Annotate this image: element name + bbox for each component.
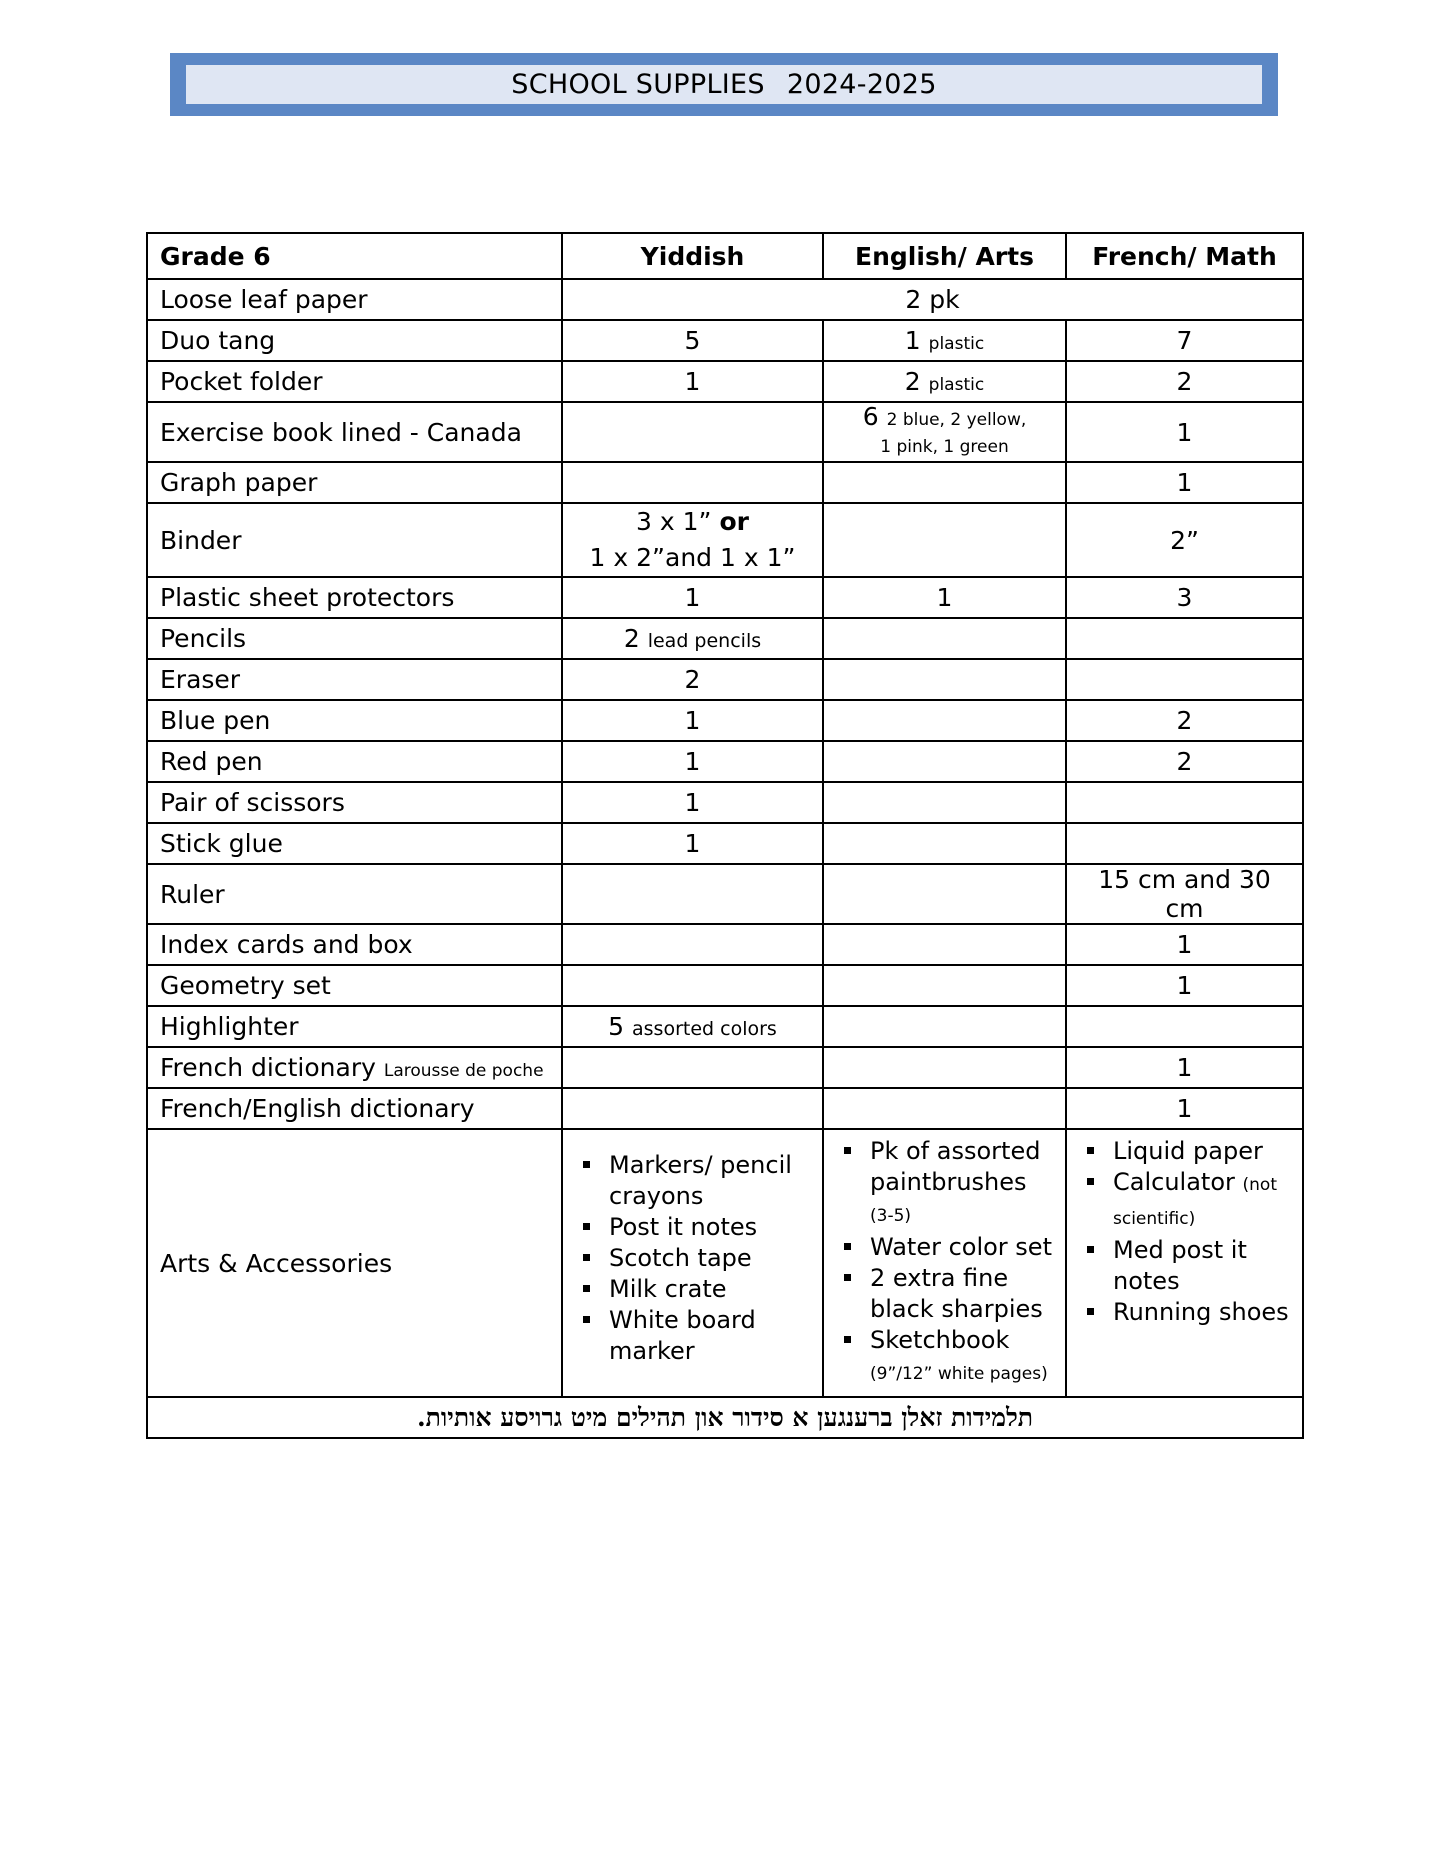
qty-value: 6 (862, 402, 879, 431)
item-name: Duo tang (147, 320, 562, 361)
list-item (836, 1325, 1053, 1390)
qty-yiddish (562, 402, 823, 462)
qty-french: 1 (1066, 402, 1303, 462)
qty-french (1066, 618, 1303, 659)
arts-french (1066, 1129, 1303, 1397)
qty-french: 1 (1066, 1047, 1303, 1088)
table-row (147, 782, 1303, 823)
list-item-text: Pk of assorted paintbrushes (870, 1137, 1041, 1196)
qty-french (1066, 659, 1303, 700)
item-name: Pair of scissors (147, 782, 562, 823)
qty-french: 1 (1066, 924, 1303, 965)
list-item-note: (9”/12” white pages) (870, 1364, 1048, 1384)
qty-english (823, 700, 1066, 741)
qty-french: 3 (1066, 577, 1303, 618)
item-name: Blue pen (147, 700, 562, 741)
header-grade: Grade 6 (147, 233, 562, 279)
qty-yiddish: 1 (562, 361, 823, 402)
footer-note: תלמידות זאלן ברענגען א סידור און תהילים מיט גרויסע אותיות. (147, 1397, 1303, 1438)
qty-value: 1 (904, 326, 921, 355)
list-item-text: Sketchbook (870, 1326, 1010, 1354)
list-item (836, 1136, 1053, 1232)
qty-yiddish (562, 864, 823, 924)
item-name: Pencils (147, 618, 562, 659)
list-item: Markers/ pencil crayons (575, 1150, 810, 1212)
table-row (147, 700, 1303, 741)
list-item: Liquid paper (1079, 1136, 1290, 1167)
table-row (147, 823, 1303, 864)
qty-english (823, 503, 1066, 577)
item-name: Loose leaf paper (147, 279, 562, 320)
qty-english (823, 1006, 1066, 1047)
bullet-list (836, 1136, 1053, 1390)
item-label: French dictionary (160, 1053, 376, 1082)
list-item: 2 extra fine black sharpies (836, 1263, 1053, 1325)
qty-english (823, 1047, 1066, 1088)
item-note: Larousse de poche (383, 1061, 544, 1081)
qty-yiddish (562, 924, 823, 965)
list-item: White board marker (575, 1305, 810, 1367)
list-item: Scotch tape (575, 1243, 810, 1274)
qty-yiddish: 2 (562, 659, 823, 700)
qty-french: 2 (1066, 741, 1303, 782)
qty-value: 2 (904, 367, 921, 396)
qty-french: 2 (1066, 361, 1303, 402)
qty-yiddish: 1 (562, 823, 823, 864)
header-yiddish: Yiddish (562, 233, 823, 279)
item-name: Geometry set (147, 965, 562, 1006)
qty-note: assorted colors (632, 1018, 777, 1040)
table-row (147, 965, 1303, 1006)
table-row (147, 361, 1303, 402)
item-name: Pocket folder (147, 361, 562, 402)
bullet-list (1079, 1136, 1290, 1328)
qty-yiddish (562, 462, 823, 503)
qty-note: plastic (928, 334, 985, 354)
qty-yiddish (562, 1047, 823, 1088)
page-title: SCHOOL SUPPLIES (511, 69, 765, 100)
table-row (147, 577, 1303, 618)
list-item (1079, 1167, 1290, 1235)
qty-french: 7 (1066, 320, 1303, 361)
qty-yiddish (562, 618, 823, 659)
list-item: Milk crate (575, 1274, 810, 1305)
qty-yiddish: 5 (562, 320, 823, 361)
qty-english (823, 320, 1066, 361)
table-row (147, 659, 1303, 700)
table-row (147, 1088, 1303, 1129)
qty-value: 3 x 1” (636, 507, 712, 536)
qty-french: 2 (1066, 700, 1303, 741)
arts-row (147, 1129, 1303, 1397)
qty-french (1066, 823, 1303, 864)
item-name: Eraser (147, 659, 562, 700)
qty-or: or (719, 507, 749, 536)
table-row (147, 320, 1303, 361)
qty-english: 1 (823, 577, 1066, 618)
list-item: Water color set (836, 1232, 1053, 1263)
header-row (147, 233, 1303, 279)
list-item: Post it notes (575, 1212, 810, 1243)
header-english-arts: English/ Arts (823, 233, 1066, 279)
bullet-list (575, 1150, 810, 1367)
header-french-math: French/ Math (1066, 233, 1303, 279)
qty-note: plastic (928, 375, 985, 395)
qty-note: 1 pink, 1 green (880, 437, 1009, 457)
list-item: Running shoes (1079, 1297, 1290, 1328)
qty-english (823, 618, 1066, 659)
qty-note: 2 blue, 2 yellow, (886, 410, 1027, 430)
list-item-note: (3-5) (870, 1206, 912, 1226)
school-year: 2024-2025 (786, 69, 937, 100)
item-name: Arts & Accessories (147, 1129, 562, 1397)
list-item: Med post it notes (1079, 1235, 1290, 1297)
table-row (147, 618, 1303, 659)
arts-yiddish (562, 1129, 823, 1397)
qty-english (823, 782, 1066, 823)
arts-english (823, 1129, 1066, 1397)
qty-french (1066, 1006, 1303, 1047)
title-inner (186, 65, 1262, 104)
table-row (147, 741, 1303, 782)
item-name: Graph paper (147, 462, 562, 503)
item-name: Index cards and box (147, 924, 562, 965)
qty-note: lead pencils (647, 630, 762, 652)
qty-yiddish: 1 (562, 741, 823, 782)
qty-french: 1 (1066, 965, 1303, 1006)
qty-value: 2 (623, 624, 640, 653)
qty-french (1066, 782, 1303, 823)
footer-row (147, 1397, 1303, 1438)
table-row (147, 402, 1303, 462)
qty-english (823, 823, 1066, 864)
item-name: Red pen (147, 741, 562, 782)
qty-yiddish: 1 (562, 700, 823, 741)
table-row (147, 864, 1303, 924)
qty-value: 1 x 2”and 1 x 1” (589, 543, 796, 572)
item-name: Plastic sheet protectors (147, 577, 562, 618)
supplies-table (146, 232, 1304, 1439)
qty-english (823, 741, 1066, 782)
qty-french: 1 (1066, 462, 1303, 503)
qty-all: 2 pk (562, 279, 1303, 320)
qty-english (823, 361, 1066, 402)
table-row (147, 1006, 1303, 1047)
list-item-text: Calculator (1113, 1168, 1235, 1196)
qty-yiddish (562, 1006, 823, 1047)
list-item-note: (not scientific) (1113, 1175, 1277, 1229)
qty-english (823, 864, 1066, 924)
item-name (147, 1047, 562, 1088)
qty-yiddish: 1 (562, 577, 823, 618)
qty-french: 1 (1066, 1088, 1303, 1129)
qty-english (823, 1088, 1066, 1129)
table-row (147, 924, 1303, 965)
table-row (147, 1047, 1303, 1088)
item-name: Stick glue (147, 823, 562, 864)
title-banner (170, 53, 1278, 116)
qty-yiddish (562, 1088, 823, 1129)
qty-yiddish (562, 503, 823, 577)
table-row (147, 279, 1303, 320)
qty-yiddish: 1 (562, 782, 823, 823)
qty-english (823, 462, 1066, 503)
qty-value: 5 (608, 1012, 625, 1041)
qty-french: 15 cm and 30 cm (1066, 864, 1303, 924)
item-name: French/English dictionary (147, 1088, 562, 1129)
item-name: Ruler (147, 864, 562, 924)
table-row (147, 503, 1303, 577)
qty-yiddish (562, 965, 823, 1006)
qty-english (823, 965, 1066, 1006)
item-name: Highlighter (147, 1006, 562, 1047)
qty-english (823, 402, 1066, 462)
qty-french: 2” (1066, 503, 1303, 577)
item-name: Binder (147, 503, 562, 577)
table-row (147, 462, 1303, 503)
qty-english (823, 924, 1066, 965)
qty-english (823, 659, 1066, 700)
item-name: Exercise book lined - Canada (147, 402, 562, 462)
